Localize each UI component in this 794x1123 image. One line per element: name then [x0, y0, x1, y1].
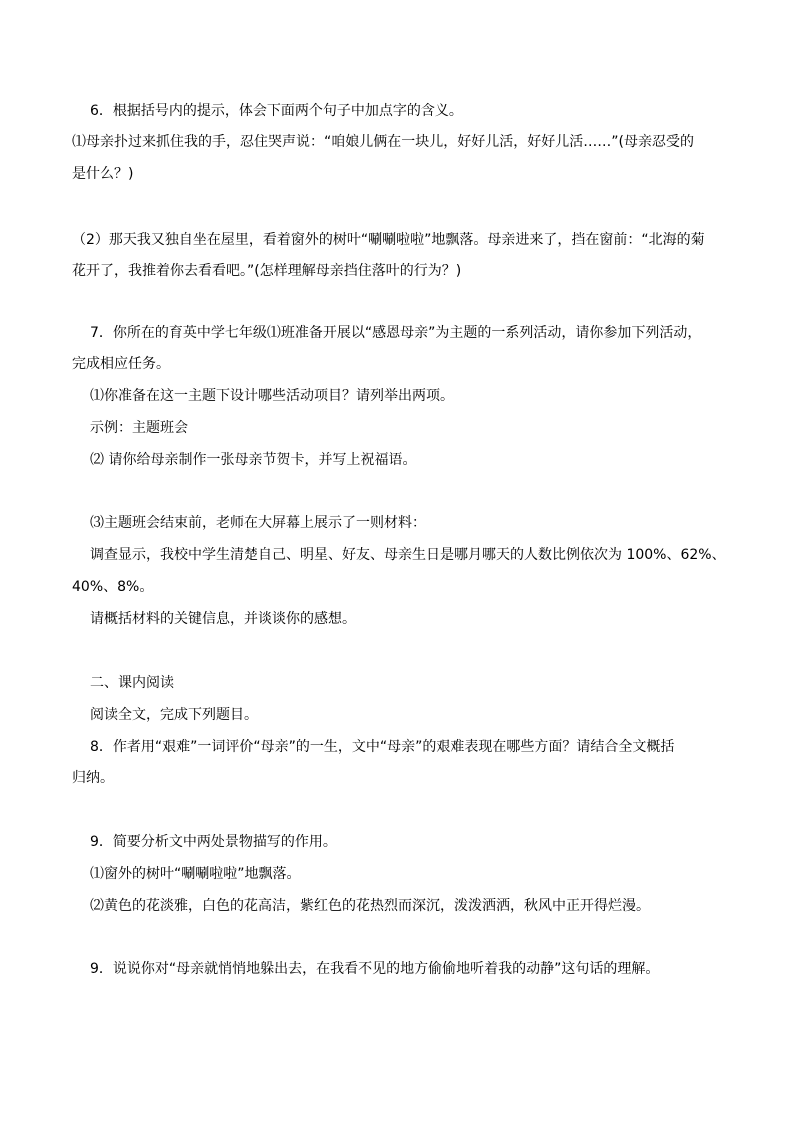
question-9-part-2: ⑵黄色的花淡雅，白色的花高洁，紫红色的花热烈而深沉，泼泼洒洒，秋风中正开得烂漫。 — [90, 898, 650, 914]
question-6-sentence-1-line-2: 是什么？) — [72, 166, 134, 182]
question-7-part-1: ⑴你准备在这一主题下设计哪些活动项目？请列举出两项。 — [90, 388, 454, 404]
question-7-part-3: ⑶主题班会结束前，老师在大屏幕上展示了一则材料： — [90, 515, 426, 531]
question-9-part-1: ⑴窗外的树叶“唰唰啦啦”地飘落。 — [90, 866, 301, 882]
question-6-sentence-1-line-1: ⑴母亲扑过来抓住我的手，忍住哭声说：“咱娘儿俩在一块儿，好好儿活，好好儿活……”(母亲忍受的 — [72, 134, 694, 150]
question-6-sentence-2-line-2: 花开了，我推着你去看看吧。”(怎样理解母亲挡住落叶的行为？) — [72, 263, 462, 279]
question-7-title-line-2: 完成相应任务。 — [72, 356, 170, 372]
section-2-heading: 二、课内阅读 — [90, 675, 174, 691]
question-9-title: 9．简要分析文中两处景物描写的作用。 — [90, 834, 337, 850]
question-7-example: 示例：主题班会 — [90, 420, 188, 436]
question-7-task: 请概括材料的关键信息，并谈谈你的感想。 — [90, 611, 356, 627]
question-7-part-2: ⑵ 请你给母亲制作一张母亲节贺卡，并写上祝福语。 — [90, 452, 417, 468]
section-2-intro: 阅读全文，完成下列题目。 — [90, 707, 258, 723]
question-8-line-2: 归纳。 — [72, 770, 114, 786]
question-7-title-line-1: 7．你所在的育英中学七年级⑴班准备开展以“感恩母亲”为主题的一系列活动，请你参加下列活动， — [90, 325, 702, 341]
question-9b-title: 9．说说你对“母亲就悄悄地躲出去，在我看不见的地方偷偷地听着我的动静”这句话的理解。 — [90, 961, 660, 977]
question-7-material-line-2: 40%、8%。 — [72, 579, 154, 595]
question-8-line-1: 8．作者用“艰难”一词评价“母亲”的一生，文中“母亲”的艰难表现在哪些方面？请结合全文概括 — [90, 739, 675, 755]
question-6-title: 6．根据括号内的提示，体会下面两个句子中加点字的含义。 — [90, 103, 463, 119]
question-6-sentence-2-line-1: （2）那天我又独自坐在屋里，看着窗外的树叶“唰唰啦啦”地飘落。母亲进来了，挡在窗前：“北海的菊 — [72, 232, 705, 248]
question-7-material-line-1: 调查显示，我校中学生清楚自己、明星、好友、母亲生日是哪月哪天的人数比例依次为 100%、62%、 — [90, 547, 726, 563]
